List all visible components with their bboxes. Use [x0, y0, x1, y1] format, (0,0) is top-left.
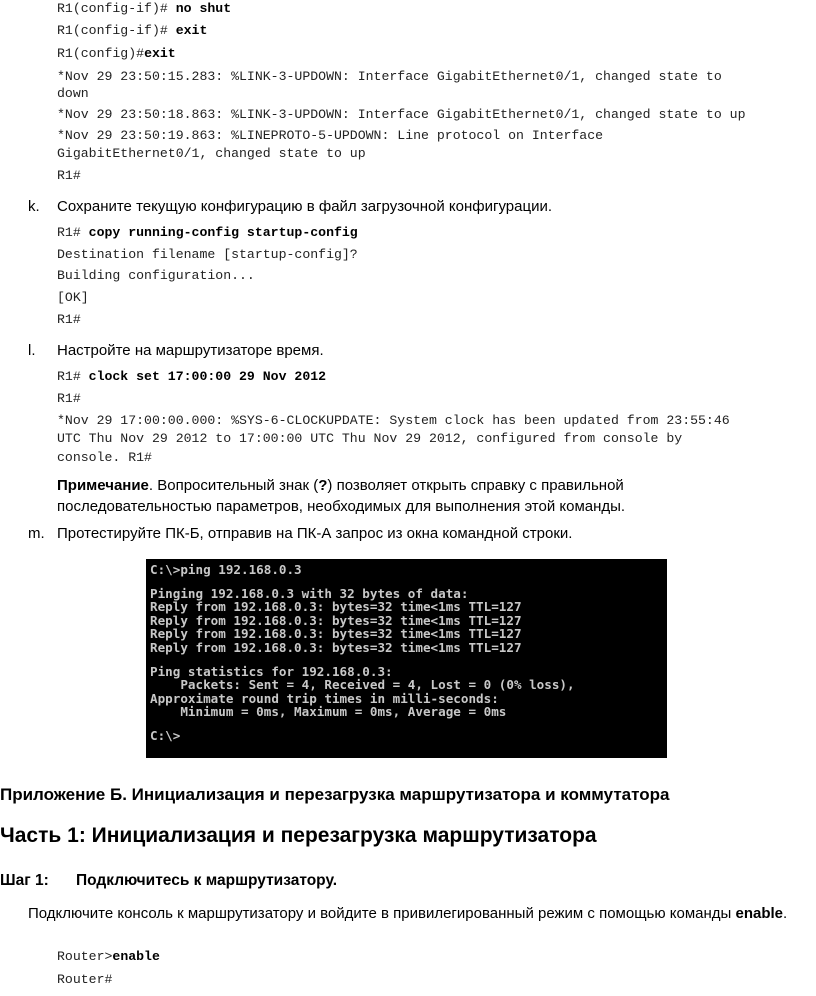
- step-l-text: Настройте на маршрутизаторе время.: [57, 342, 324, 359]
- config-line-exit: [57, 23, 207, 38]
- output-line: Building configuration...: [57, 268, 255, 283]
- terminal-line: Pinging 192.168.0.3 with 32 bytes of data:: [150, 585, 469, 601]
- terminal-line: C:\>: [150, 727, 181, 743]
- step-m-letter: m.: [28, 525, 45, 542]
- prompt-line: R1#: [57, 312, 81, 327]
- prompt: Router>: [57, 949, 113, 964]
- copy-command-line: [57, 225, 358, 240]
- prompt: R1(config-if)#: [57, 1, 176, 16]
- terminal-line: [150, 719, 663, 729]
- step-l-letter: l.: [28, 342, 36, 359]
- paragraph-text: Подключите консоль к маршрутизатору и войдите в привилегированный режим с помощью команды: [28, 905, 736, 922]
- command: exit: [144, 46, 176, 61]
- command: copy running-config startup-config: [88, 225, 358, 240]
- log-line: *Nov 29 23:50:15.283: %LINK-3-UPDOWN: Interface GigabitEthernet0/1, changed state to: [57, 69, 722, 84]
- output-line: Destination filename [startup-config]?: [57, 247, 358, 262]
- note-text-2: ) позволяет открыть справку с правильной последовательностью параметров, необходимых для выполнения этой команды.: [57, 477, 626, 515]
- router-prompt-line: Router#: [57, 972, 113, 987]
- output-line: [OK]: [57, 290, 89, 305]
- prompt: R1#: [57, 369, 89, 384]
- terminal-line: Packets: Sent = 4, Received = 4, Lost = 0 (0% loss),: [150, 677, 575, 693]
- step-k-letter: k.: [28, 198, 40, 215]
- terminal-line: Reply from 192.168.0.3: bytes=32 time<1ms TTL=127: [150, 626, 522, 642]
- prompt: R1(config)#: [57, 46, 145, 61]
- terminal-line: Approximate round trip times in milli-seconds:: [150, 690, 499, 706]
- part-title: Часть 1: Инициализация и перезагрузка маршрутизатора: [0, 824, 597, 847]
- note-paragraph: [57, 475, 697, 517]
- step-title: Подключитесь к маршрутизатору.: [76, 872, 338, 889]
- step-label: Шаг 1:: [0, 872, 49, 889]
- log-line: *Nov 29 23:50:18.863: %LINK-3-UPDOWN: Interface GigabitEthernet0/1, changed state to up: [57, 107, 746, 122]
- terminal-line: Minimum = 0ms, Maximum = 0ms, Average = 0ms: [150, 704, 507, 720]
- command: no shut: [175, 1, 232, 16]
- prompt: R1(config-if)#: [57, 23, 176, 38]
- appendix-title: Приложение Б. Инициализация и перезагрузка маршрутизатора и коммутатора: [0, 785, 670, 804]
- log-line: UTC Thu Nov 29 2012 to 17:00:00 UTC Thu Nov 29 2012, configured from console by: [57, 431, 683, 446]
- enable-keyword: enable: [735, 905, 784, 922]
- note-text: . Вопросительный знак (: [148, 477, 319, 494]
- appendix-paragraph: [28, 903, 798, 924]
- terminal-line: C:\>ping 192.168.0.3: [150, 562, 302, 577]
- prompt: R1#: [57, 225, 89, 240]
- step-k-text: Сохраните текущую конфигурацию в файл загрузочной конфигурации.: [57, 198, 552, 215]
- command: enable: [112, 949, 160, 964]
- terminal-line: Reply from 192.168.0.3: bytes=32 time<1ms TTL=127: [150, 599, 522, 615]
- prompt-line: R1#: [57, 391, 81, 406]
- terminal-line: Reply from 192.168.0.3: bytes=32 time<1ms TTL=127: [150, 639, 522, 655]
- command: exit: [175, 23, 208, 38]
- router-enable-line: [57, 949, 160, 964]
- clock-command-line: [57, 369, 326, 384]
- paragraph-end: .: [783, 905, 788, 922]
- note-question-mark: ?: [318, 477, 328, 494]
- terminal-line: Reply from 192.168.0.3: bytes=32 time<1ms TTL=127: [150, 612, 522, 628]
- log-line: GigabitEthernet0/1, changed state to up: [57, 146, 366, 161]
- log-line: console. R1#: [57, 450, 152, 465]
- ping-terminal-screenshot: [146, 559, 667, 758]
- note-label: Примечание: [57, 477, 149, 494]
- log-line: *Nov 29 23:50:19.863: %LINEPROTO-5-UPDOWN: Line protocol on Interface: [57, 128, 604, 143]
- log-line: down: [57, 86, 89, 101]
- log-line: *Nov 29 17:00:00.000: %SYS-6-CLOCKUPDATE: System clock has been updated from 23:55:46: [57, 413, 730, 428]
- config-line-exit-2: [57, 46, 176, 61]
- terminal-line: Ping statistics for 192.168.0.3:: [150, 663, 393, 679]
- step-m-text: Протестируйте ПК-Б, отправив на ПК-А запрос из окна командной строки.: [57, 525, 573, 542]
- prompt-line: R1#: [57, 168, 81, 183]
- config-line-no-shut: [57, 1, 231, 16]
- command: clock set 17:00:00 29 Nov 2012: [88, 369, 327, 384]
